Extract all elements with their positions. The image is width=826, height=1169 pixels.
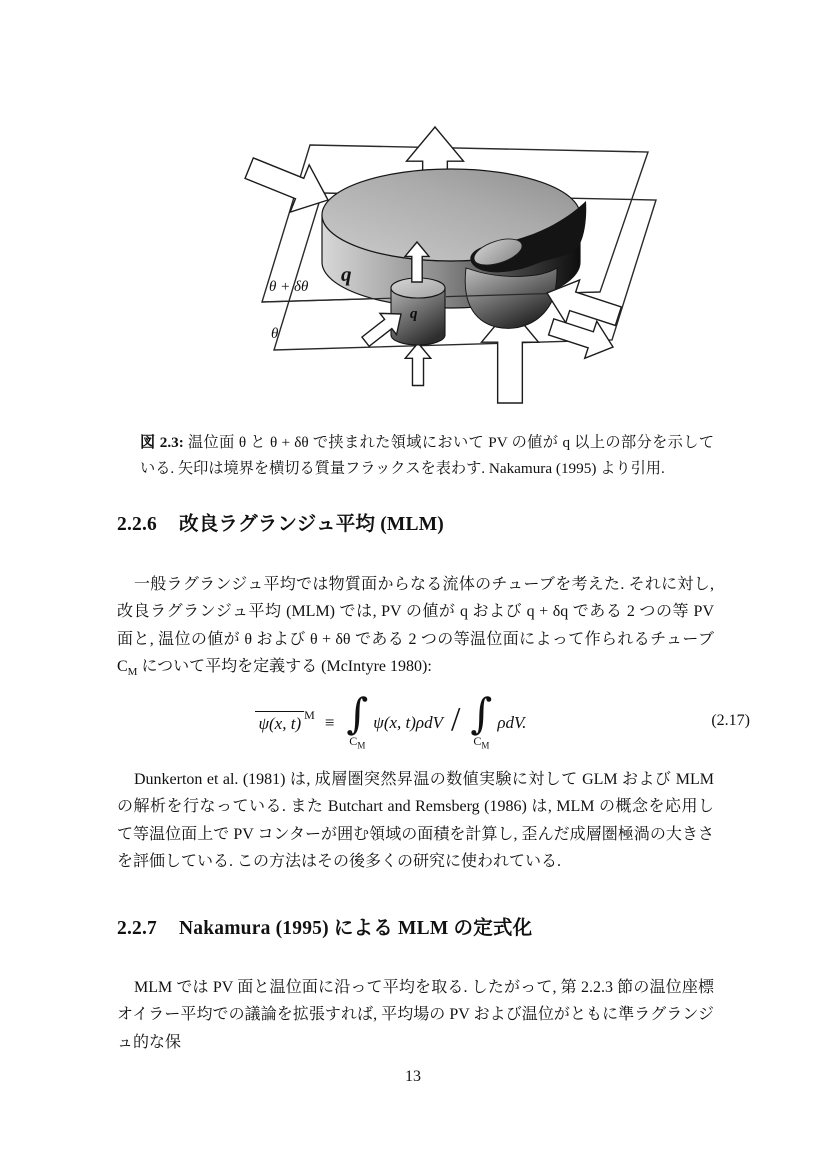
equation-body: [209, 688, 527, 751]
eq-integrand-2: ρdV.: [497, 712, 527, 732]
plane-edge-line: [262, 298, 391, 302]
disk-hook-wall: [465, 268, 557, 328]
label-theta: θ: [271, 326, 279, 342]
paragraph-mlm-definition: [117, 571, 714, 687]
section-number: 2.2.6: [117, 514, 157, 535]
paragraph-dunkerton: [117, 766, 714, 876]
figure-caption-text: 温位面 θ と θ + δθ で挟まれた領域において PV の値が q 以上の部分を示している. 矢印は境界を横切る質量フラックスを表わす. Nakamura (1995) より引用.: [140, 434, 715, 477]
eq-superscript-M: M: [304, 708, 315, 723]
subscript-m: M: [127, 666, 138, 679]
paragraph-mlm-formulation: [117, 974, 714, 1056]
eq-integral-2: ∫ $C_M$: [470, 688, 493, 751]
section-title: 改良ラグランジュ平均 (MLM): [179, 514, 445, 535]
section-number: 2.2.7: [117, 918, 157, 939]
eq-integral-1: ∫ $C_M$: [346, 688, 369, 751]
section-heading-226: [117, 508, 717, 536]
pv-disk: [322, 169, 586, 328]
paragraph-text: Dunkerton et al. (1981) は, 成層圏突然昇温の数値実験に対して GLM および MLM の解析を行なっている. また Butchart and Remsberg (1986) は, MLM の概念を応用して等温位面上で PV コンターが囲む領域の面積を計算し, 歪んだ成層圏極渦の大きさを評価している. この方法はその後多くの研究に使われている.: [117, 771, 714, 871]
label-disk-q: q: [341, 262, 352, 286]
eq-slash: /: [450, 700, 461, 738]
paragraph-text: MLM では PV 面と温位面に沿って平均を取る. したがって, 第 2.2.3 節の温位座標オイラー平均での議論を拡張すれば, 平均場の PV および温位がともに準ラグランジュ的な保: [117, 979, 714, 1051]
eq-overline-psi: ψ(x, t): [255, 711, 304, 734]
figure-2-3-drawing: [165, 115, 685, 425]
eq-integrand-1: ψ(x, t)ρdV: [373, 712, 443, 732]
pv-cylinder: [391, 278, 445, 345]
figure-caption-label: 図 2.3:: [140, 434, 184, 451]
equation-2-17: [117, 686, 750, 760]
paragraph-text: 一般ラグランジュ平均では物質面からなる流体のチューブを考えた. それに対し, 改良ラグランジュ平均 (MLM) では, PV の値が q および q + δq である 2 つの等 PV 面と, 温位の値が θ および θ + δθ である 2 つの等温位面によって作られるチューブ C: [117, 576, 714, 676]
label-theta-plus-delta: θ + δθ: [269, 279, 309, 295]
paragraph-text: について平均を定義する (McIntyre 1980):: [137, 658, 432, 676]
label-cylinder-q: q: [410, 306, 418, 322]
page-number: 13: [405, 1068, 421, 1085]
section-heading-227: [117, 912, 717, 940]
eq-equiv-sign: ≡: [324, 712, 335, 732]
mass-flux-arrow-bottom-small: [405, 343, 431, 386]
section-title: Nakamura (1995) による MLM の定式化: [179, 918, 533, 939]
equation-number: (2.17): [711, 712, 750, 729]
figure-caption: [140, 430, 714, 482]
figure-2-3: [165, 115, 685, 425]
